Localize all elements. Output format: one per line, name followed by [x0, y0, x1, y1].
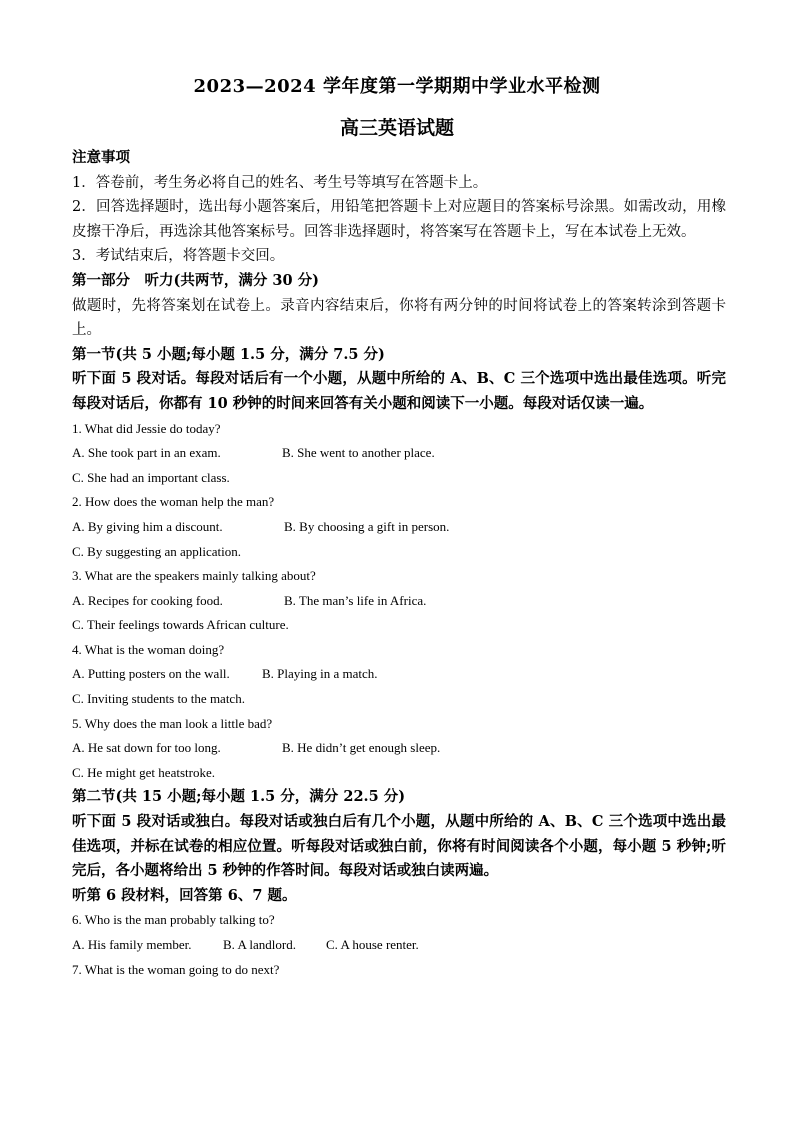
question-1-options-row	[72, 441, 726, 466]
section2-instruction: 听下面 5 段对话或独白。每段对话或独白后有几个小题，从题中所给的 A、B、C 三个选项中选出最佳选项，并标在试卷的相应位置。听每段对话或独白前，你将有时间阅读各个小题，每小题 5 秒钟;听完后，各小题将给出 5 秒钟的作答时间。每段对话或独白读两遍。	[72, 813, 726, 880]
material-6-heading: 听第 6 段材料，回答第 6、7 题。	[72, 886, 297, 904]
question-2-options-row	[72, 515, 726, 540]
question-4: 4. What is the woman doing?	[72, 641, 225, 657]
question-3: 3. What are the speakers mainly talking about?	[72, 568, 316, 584]
page-title: 2023—2024 学年度第一学期期中学业水平检测	[193, 76, 601, 97]
question-5-options-row	[72, 736, 726, 761]
option-b: B. He didn’t get enough sleep.	[282, 740, 441, 756]
question-4-options-row	[72, 662, 726, 687]
note-item-3: 3．考试结束后，将答题卡交回。	[72, 248, 285, 265]
question-3-options-row	[72, 589, 726, 614]
option-a: A. Recipes for cooking food.	[72, 592, 223, 608]
section1-heading: 第一节(共 5 小题;每小题 1.5 分，满分 7.5 分)	[72, 345, 385, 363]
option-a: A. By giving him a discount.	[72, 518, 223, 534]
option-c: C. Inviting students to the match.	[72, 691, 245, 707]
note-item-2: 2．回答选择题时，选出每小题答案后，用铅笔把答题卡上对应题目的答案标号涂黑。如需改动，用橡皮擦干净后，再选涂其他答案标号。回答非选择题时，将答案写在答题卡上，写在本试卷上无效。	[72, 199, 726, 240]
option-b: B. A landlord.	[223, 937, 296, 952]
option-c: C. By suggesting an application.	[72, 543, 241, 559]
option-c: C. A house renter.	[326, 937, 419, 952]
question-7: 7. What is the woman going to do next?	[72, 961, 280, 977]
page-subtitle: 高三英语试题	[339, 117, 454, 139]
option-b: B. The man’s life in Africa.	[284, 592, 427, 608]
option-a: A. Putting posters on the wall.	[72, 666, 230, 682]
section2-heading: 第二节(共 15 小题;每小题 1.5 分，满分 22.5 分)	[72, 788, 406, 806]
question-2: 2. How does the woman help the man?	[72, 494, 275, 510]
section1-instruction: 听下面 5 段对话。每段对话后有一个小题，从题中所给的 A、B、C 三个选项中选出最佳选项。听完每段对话后，你都有 10 秒钟的时间来回答有关小题和阅读下一小题。每段对话仅读一遍。	[72, 370, 726, 412]
part1-heading: 第一部分 听力(共两节，满分 30 分)	[72, 271, 319, 289]
option-a: A. He sat down for too long.	[72, 740, 221, 756]
option-b: B. She went to another place.	[282, 445, 435, 461]
option-c: C. Their feelings towards African culture.	[72, 617, 289, 633]
option-c: C. He might get heatstroke.	[72, 764, 215, 780]
exam-content	[72, 146, 726, 982]
note-item-1: 1．答卷前，考生务必将自己的姓名、考生号等填写在答题卡上。	[72, 174, 488, 191]
option-b: B. By choosing a gift in person.	[284, 518, 450, 534]
question-1: 1. What did Jessie do today?	[72, 420, 221, 436]
option-c: C. She had an important class.	[72, 469, 230, 485]
option-a: A. His family member.	[72, 937, 192, 952]
question-6: 6. Who is the man probably talking to?	[72, 912, 275, 928]
notes-heading: 注意事项	[72, 149, 130, 166]
option-b: B. Playing in a match.	[262, 666, 378, 682]
option-a: A. She took part in an exam.	[72, 445, 221, 461]
question-5: 5. Why does the man look a little bad?	[72, 715, 273, 731]
part1-instruction: 做题时，先将答案划在试卷上。录音内容结束后，你将有两分钟的时间将试卷上的答案转涂到答题卡上。	[72, 297, 726, 339]
question-6-options-row	[72, 933, 726, 958]
